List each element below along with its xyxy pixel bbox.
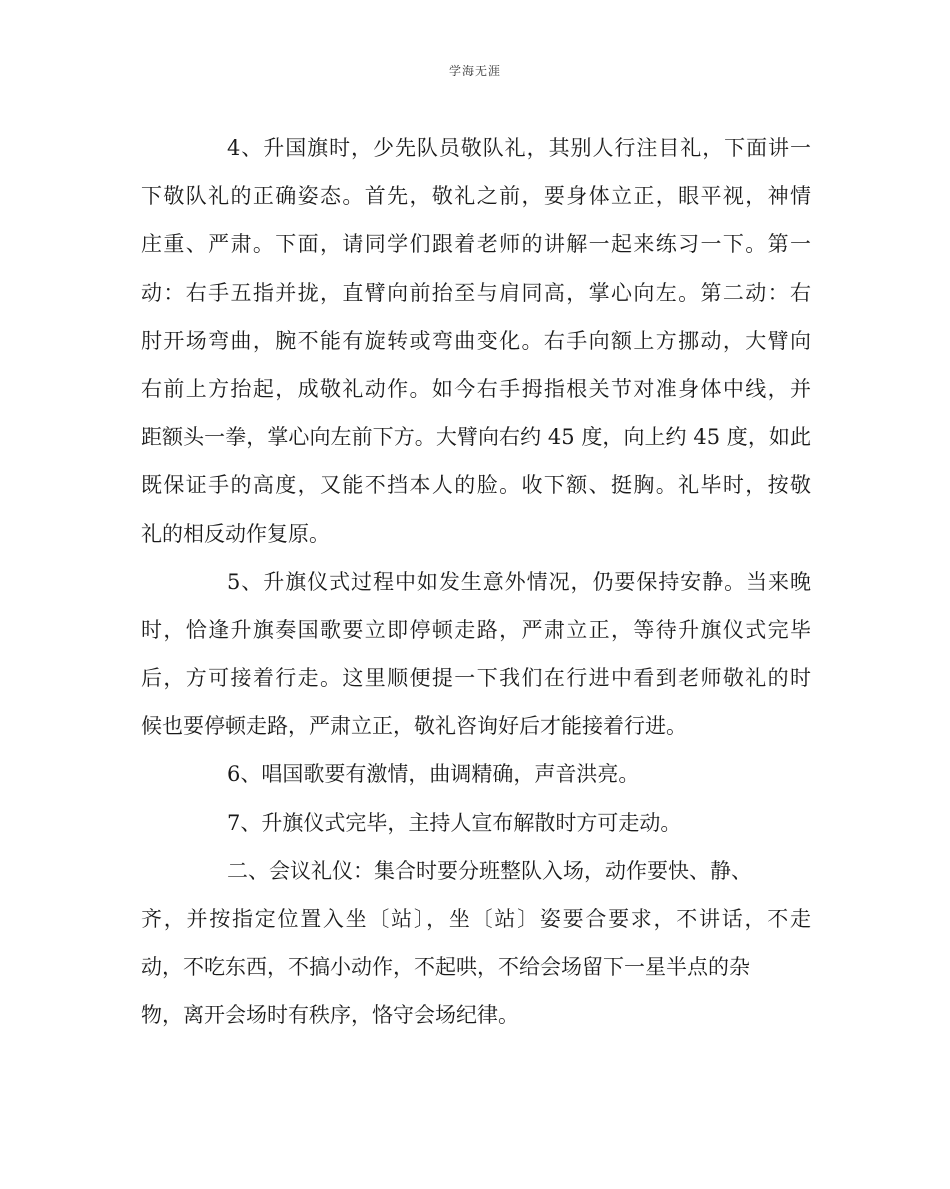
text-line: 5、升旗仪式过程中如发生意外情况，仍要保持安静。当来晚 xyxy=(227,569,811,594)
text-line: 二、会议礼仪：集合时要分班整队入场，动作要快、静、 xyxy=(227,858,752,883)
text-line: 物，离开会场时有秩序，恪守会场纪律。 xyxy=(141,1003,519,1028)
body-text xyxy=(141,124,811,1040)
text-line: 6、唱国歌要有激情，曲调精确，声音洪亮。 xyxy=(227,762,640,787)
text-line: 动：右手五指并拢，直臂向前抬至与肩同高，掌心向左。第二动：右 xyxy=(141,280,811,305)
text-line: 肘开场弯曲，腕不能有旋转或弯曲变化。右手向额上方挪动，大臂向 xyxy=(141,328,811,353)
page-header: 学海无涯 xyxy=(448,64,501,78)
text-line: 右前上方抬起，成敬礼动作。如今右手拇指根关节对准身体中线，并 xyxy=(141,376,811,401)
text-line: 7、升旗仪式完毕，主持人宣布解散时方可走动。 xyxy=(227,810,682,835)
text-line: 候也要停顿走路，严肃立正，敬礼咨询好后才能接着行进。 xyxy=(141,714,687,739)
text-line: 4、升国旗时，少先队员敬队礼，其别人行注目礼，下面讲一 xyxy=(227,136,811,160)
text-line: 时，恰逢升旗奏国歌要立即停顿走路，严肃立正，等待升旗仪式完毕 xyxy=(141,617,811,642)
text-line: 齐，并按指定位置入坐〔站〕，坐〔站〕姿要合要求，不讲话，不走 xyxy=(141,907,811,931)
text-line: 既保证手的高度，又能不挡本人的脸。收下额、挺胸。礼毕时，按敬 xyxy=(141,473,811,498)
text-line: 庄重、严肃。下面，请同学们跟着老师的讲解一起来练习一下。第一 xyxy=(141,232,811,257)
text-line: 礼的相反动作复原。 xyxy=(141,521,330,546)
text-line: 后，方可接着行走。这里顺便提一下我们在行进中看到老师敬礼的时 xyxy=(141,666,811,691)
text-line: 下敬队礼的正确姿态。首先，敬礼之前，要身体立正，眼平视，神情 xyxy=(141,184,811,209)
text-line: 动，不吃东西，不搞小动作，不起哄，不给会场留下一星半点的杂 xyxy=(141,955,750,980)
text-line: 距额头一拳，掌心向左前下方。大臂向右约 45 度，向上约 45 度，如此 xyxy=(141,425,811,450)
